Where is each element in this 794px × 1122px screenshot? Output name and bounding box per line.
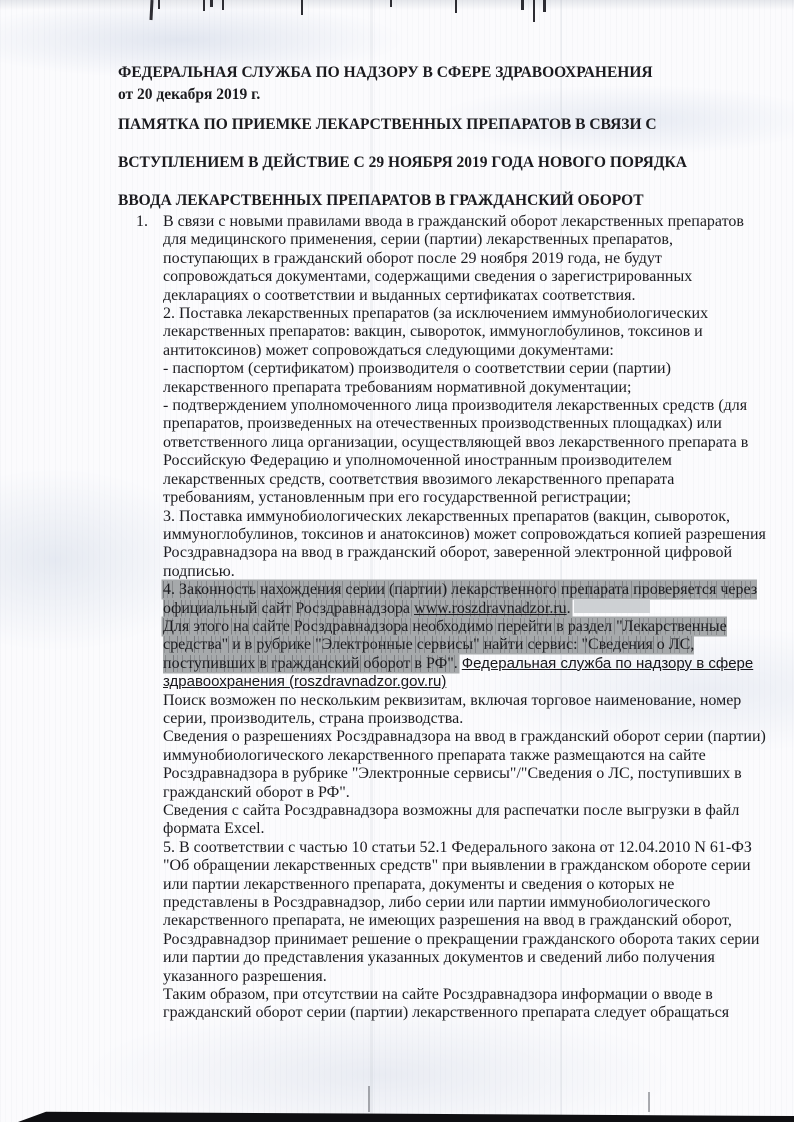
scan-artifact-mark [543,0,546,12]
paragraph-text: Сведения о разрешениях Росздравнадзора на ввод в гражданский оборот серии (партии) иммунобиологического лекарственного препарата также размещаются на сайте Росздравнадзора в рубрике "Электронные сервисы"/"Сведения о ЛС, поступивших в гражданский оборот в РФ". [163,728,766,801]
document-header [118,62,653,106]
paragraph-2-dash-2 [163,397,769,507]
title-line: ПАМЯТКА ПО ПРИЕМКЕ ЛЕКАРСТВЕННЫХ ПРЕПАРАТОВ В СВЯЗИ С [118,116,657,133]
highlighted-text: Для этого на сайте Росздравнадзора необходимо перейти в раздел "Лекарственные средства" и в рубрике "Электронные сервисы" найти сервис: "Сведения о ЛС, поступивших в гражданский оборот в РФ". [163,617,727,672]
highlighted-text-segment: 4. Законность нахождения серии (партии) лекарственного препарата проверяется через официальный сайт Росздравнадзора [163,581,758,617]
highlighted-instructions-line [163,618,769,692]
paragraph-6 [163,728,769,802]
document-date: от 20 декабря 2019 г. [118,86,261,103]
paragraph-5 [163,692,769,729]
scan-artifact-mark [158,0,160,9]
document-body [136,213,769,1023]
paragraph-2 [163,305,769,360]
scan-top-shadow [0,0,794,10]
scan-artifact-mark [210,0,213,7]
scan-artifact-mark [533,0,535,22]
list-number: 1. [136,213,148,230]
paragraph-text: - паспортом (сертификатом) производителя о соответствии серии (партии) лекарственного препарата требованиям нормативной документации; [163,360,671,396]
paragraph-text: Таким образом, при отсутствии на сайте Росздравнадзора информации о вводе в гражданский оборот серии (партии) лекарственного препарата следует обращаться [163,986,730,1022]
federal-service-hyperlink[interactable]: Федеральная служба по надзору в сфере здравоохранения (roszdravnadzor.gov.ru) [163,654,754,691]
scan-artifact-mark [455,0,457,13]
title-line: ВВОДА ЛЕКАРСТВЕННЫХ ПРЕПАРАТОВ В ГРАЖДАНСКИЙ ОБОРОТ [118,192,644,209]
paragraph-9 [163,986,769,1023]
highlighted-text-segment: . [566,599,571,617]
paragraph-text: Поиск возможен по нескольким реквизитам, включая торговое наименование, номер серии, производитель, страна производства. [163,691,742,727]
paragraph-item-1 [136,213,769,305]
scan-artifact-mark [203,0,205,11]
scan-artifact-mark [390,0,392,7]
paragraph-text: - подтверждением уполномоченного лица производителя лекарственных средств (для препаратов, произведенных на отечественных производственных площадках) или ответственного лица организации, осуществляющей ввоз лекарственного препарата в Российскую Федерацию и уполномоченной иностранным производителем лекарственных средств, соответствия ввозимого лекарственного препарата требованиям, установленным при его государственной регистрации; [163,397,749,507]
paragraph-text: 3. Поставка иммунобиологических лекарственных препаратов (вакцин, сывороток, иммуноглобулинов, токсинов и анатоксинов) может сопровождаться копией разрешения Росздравнадзора на ввод в гражданский оборот, заверенной электронной цифровой подписью. [163,507,766,580]
roszdravnadzor-url-link[interactable]: www.roszdravnadzor.ru [413,599,567,617]
scan-bottom-edge [0,1110,794,1122]
scan-artifact-mark [521,0,524,10]
document-title [118,106,687,220]
title-line: ВСТУПЛЕНИЕМ В ДЕЙСТВИЕ С 29 НОЯБРЯ 2019 ГОДА НОВОГО ПОРЯДКА [118,154,687,171]
paragraph-2-dash-1 [163,360,769,397]
paragraph-8 [163,839,769,986]
highlighted-text [163,581,757,616]
agency-name: ФЕДЕРАЛЬНАЯ СЛУЖБА ПО НАДЗОРУ В СФЕРЕ ЗДРАВООХРАНЕНИЯ [118,64,653,81]
scan-artifact-mark [648,1092,650,1112]
scan-artifact-mark [222,0,224,10]
scan-artifact-mark [301,0,303,15]
scan-artifact-mark [149,0,153,20]
scan-artifact-mark [368,1086,370,1112]
paragraph-text: 2. Поставка лекарственных препаратов (за исключением иммунобиологических лекарственных препаратов: вакцин, сывороток, иммуноглобулинов, токсинов и антитоксинов) может сопровождаться следующими документами: [163,305,709,359]
paragraph-text: 5. В соответствии с частью 10 статьи 52.1 Федерального закона от 12.04.2010 N 61-ФЗ "Об обращении лекарственных средств" при выявлении в гражданском обороте серии или партии лекарственного препарата, документы и сведения о которых не представлены в Росздравнадзор, либо серии или партии иммунобиологического лекарственного препарата, не имеющих разрешения на ввод в гражданский оборот, Росздравнадзор принимает решение о прекращении гражданского оборота таких серии или партии до представления указанных документов и сведений либо получения указанного разрешения. [163,838,760,985]
paragraph-4-highlighted [163,581,769,691]
highlighted-line-with-url [163,581,769,618]
highlight-remnant-block [574,600,650,613]
paragraph-3 [163,508,769,582]
paragraph-7 [163,802,769,839]
paragraph-text: В связи с новыми правилами ввода в гражданский оборот лекарственных препаратов для медицинского применения, серии (партии) лекарственных препаратов, поступающих в гражданский оборот после 29 ноября 2019 года, не будут сопровождаться документами, содержащими сведения о зарегистрированных декларациях о соответствии и выданных сертификатах соответствия. [163,213,744,304]
paragraph-text: Сведения с сайта Росздравнадзора возможны для распечатки после выгрузки в файл формата Excel. [163,802,740,838]
